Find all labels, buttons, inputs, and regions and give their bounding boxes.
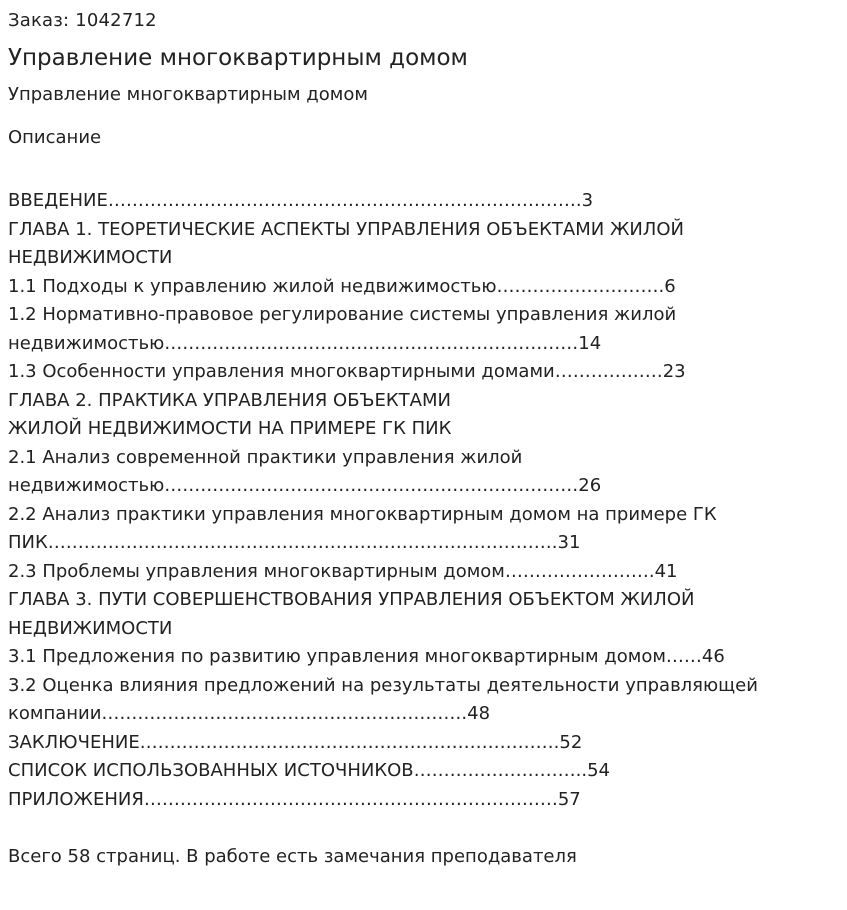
toc-line: 1.1 Подходы к управлению жилой недвижимостью……………………….6 <box>8 275 676 297</box>
toc-line: НЕДВИЖИМОСТИ <box>8 617 173 639</box>
toc-line: СПИСОК ИСПОЛЬЗОВАННЫХ ИСТОЧНИКОВ………………………..54 <box>8 760 610 781</box>
toc-line: недвижимостью……………………………………………………………26 <box>8 475 602 496</box>
page-subtitle: Управление многоквартирным домом <box>8 84 368 105</box>
toc-line: 1.3 Особенности управления многоквартирными домами………………23 <box>8 361 686 382</box>
toc-line: ГЛАВА 1. ТЕОРЕТИЧЕСКИЕ АСПЕКТЫ УПРАВЛЕНИЯ ОБЪЕКТАМИ ЖИЛОЙ <box>8 218 684 240</box>
toc-line: ВВЕДЕНИЕ…………………………………………………………………….3 <box>8 190 594 211</box>
toc-line: ЖИЛОЙ НЕДВИЖИМОСТИ НА ПРИМЕРЕ ГК ПИК <box>8 418 452 439</box>
page-count-note: Всего 58 страниц. В работе есть замечания преподавателя <box>8 846 577 867</box>
description-heading: Описание <box>8 127 102 148</box>
toc-line: НЕДВИЖИМОСТИ <box>8 247 173 268</box>
toc-line: компании…………………………………………………….48 <box>8 703 491 724</box>
toc-line: 1.2 Нормативно-правовое регулирование системы управления жилой <box>8 304 677 325</box>
toc-line: ГЛАВА 2. ПРАКТИКА УПРАВЛЕНИЯ ОБЪЕКТАМИ <box>8 389 451 411</box>
table-of-contents <box>8 187 839 814</box>
toc-line: ПИК………………………………………………………………………….31 <box>8 532 581 553</box>
order-number: Заказ: 1042712 <box>8 10 157 31</box>
toc-line: 3.2 Оценка влияния предложений на результаты деятельности управляющей <box>8 674 758 696</box>
toc-line: 3.1 Предложения по развитию управления многоквартирным домом……46 <box>8 646 725 667</box>
toc-line: ПРИЛОЖЕНИЯ……………………………………………………………57 <box>8 788 581 810</box>
toc-line: ГЛАВА 3. ПУТИ СОВЕРШЕНСТВОВАНИЯ УПРАВЛЕНИЯ ОБЪЕКТОМ ЖИЛОЙ <box>8 589 695 610</box>
toc-line: 2.3 Проблемы управления многоквартирным домом…………………….41 <box>8 560 678 582</box>
toc-line: 2.1 Анализ современной практики управления жилой <box>8 446 523 468</box>
page-title: Управление многоквартирным домом <box>8 45 468 71</box>
toc-line: ЗАКЛЮЧЕНИЕ…………………………………………………………….52 <box>8 731 583 753</box>
toc-line: 2.2 Анализ практики управления многоквартирным домом на примере ГК <box>8 503 717 525</box>
toc-line: недвижимостью……………………………………………………………14 <box>8 332 602 354</box>
